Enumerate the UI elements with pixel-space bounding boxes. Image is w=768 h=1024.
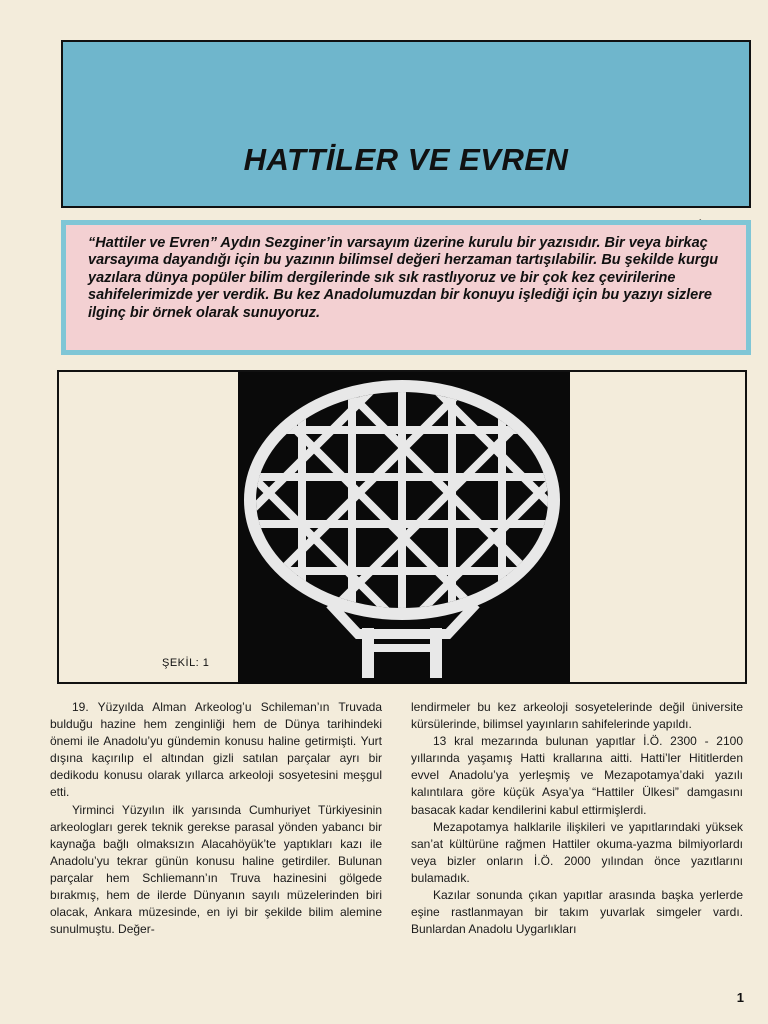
- sun-disk-illustration: [238, 372, 570, 684]
- paragraph: 13 kral mezarında bulunan yapıtlar İ.Ö. 2300 - 2100 yıllarında yaşamış Hatti krallarına aitti. Hatti’ler Hititlerden evvel Anadolu’ya yerleşmiş ve Mezapotamya’daki yazılı kalıntılara göre küçük Asya’ya “Hattiler Ülkesi” damgasını basacak kadar kendilerini kabul ettirmişlerdi.: [411, 734, 743, 817]
- intro-box: [61, 220, 751, 355]
- intro-text: “Hattiler ve Evren” Aydın Sezginer’in varsayım üzerine kurulu bir yazısıdır. Bir veya birkaç varsayıma dayandığı için bu yazının bilimsel değeri herzaman tartışılabilir. Bu şekilde kurgu yazılara dünya popüler bilim dergilerinde sık sık rastlıyoruz ve bir çok kez çevirilerine sahifelerimizde yer verdik. Bu kez Anadolumuzdan bir konuyu işlediği için bu yazıyı sizlere ilginç bir örnek olarak sunuyoruz.: [88, 235, 719, 321]
- title-banner: [61, 40, 751, 208]
- paragraph: Yirminci Yüzyılın ilk yarısında Cumhuriyet Türkiyesinin arkeologları gerek teknik gerekse parasal yönden yabancı bir kaynağa bağlı olmaksızın Alacahöyük’te yaptıkları kazı ile Anadolu’yu tekrar günün konusu haline getirdiler. Bulunan parçalar hem Schliemann’ın Truva hazinesini gölgede bırakmış, hem de ilerde Dünyanın sayılı müzelerinden biri olacak, Ankara müzesinde, en iyi bir şekilde bilim alemine sunulmuştu. Değer-: [50, 802, 382, 937]
- text-column-right: [411, 699, 743, 938]
- text-column-left: [50, 699, 382, 938]
- paragraph: Kazılar sonunda çıkan yapıtlar arasında başka yerlerde eşine rastlanmayan bir takım yuvarlak simgeler vardı. Bunlardan Anadolu Uygarlıkları: [411, 888, 743, 937]
- paragraph: Mezapotamya halklarile ilişkileri ve yapıtlarındaki yüksek san’at kültürüne rağmen Hattiler okuma-yazma bilmiyorlardı veya bizler onların İ.Ö. 2000 yılından önce yazıtlarını bulamadık.: [411, 819, 743, 885]
- page-number: 1: [736, 990, 744, 1005]
- paragraph: 19. Yüzyılda Alman Arkeolog’u Schileman’ın Truvada bulduğu hazine hem zenginliği hem de Dünya tarihindeki önemi ile Anadolu’yu gündemin konusu haline getirmişti. Yurt dışına kaçırılıp el altından gizli satılan parçalar ayrı bir dedikodu konusu olarak yıllarca arkeoloji sosyetesini meşgul etti.: [50, 700, 382, 800]
- paragraph: lendirmeler bu kez arkeoloji sosyetelerinde değil üniversite kürsülerinde, bilimsel yayınların sahifelerinde yapıldı.: [411, 700, 743, 732]
- article-title: HATTİLER VE EVREN: [243, 142, 569, 177]
- figure-caption: ŞEKİL: 1: [162, 657, 210, 669]
- sun-disk-figure: [238, 372, 570, 684]
